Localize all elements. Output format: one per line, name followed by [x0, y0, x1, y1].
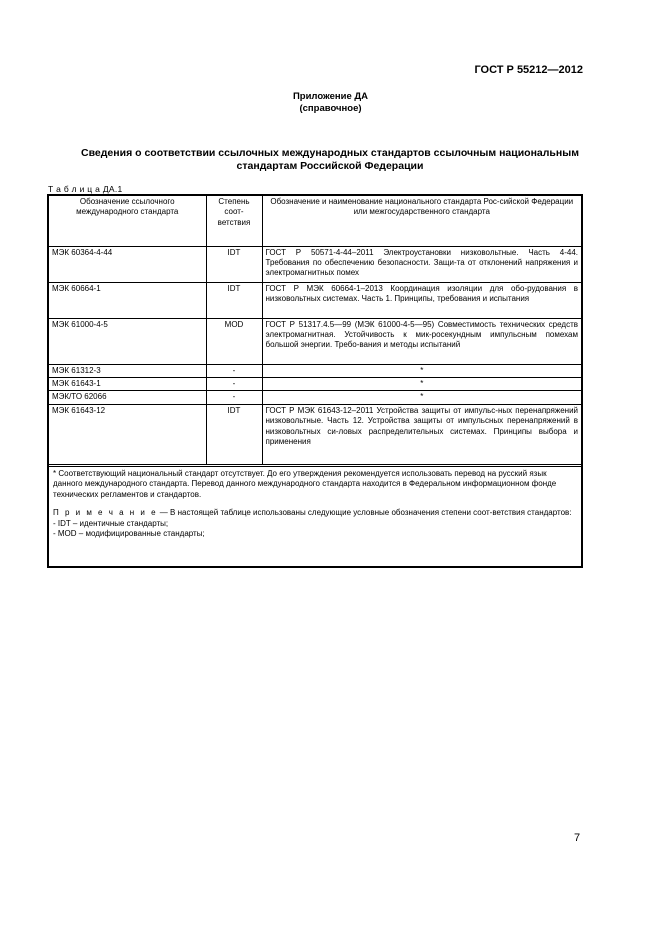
cell-degree: - [206, 364, 262, 377]
cell-national-standard: ГОСТ Р МЭК 61643-12–2011 Устройства защиты от импульс-ных перенапряжений низковольтные. Часть 12. Устройства защиты от импульсных перенапряжений в низковольтных си-ловых распределительных системах. Принципы выбора и применения [262, 404, 581, 464]
table-row [49, 377, 581, 390]
cell-degree: IDT [206, 404, 262, 464]
cell-intl-standard: МЭК 60364-4-44 [49, 246, 206, 282]
note-label: П р и м е ч а н и е [53, 508, 158, 518]
cell-degree: - [206, 377, 262, 390]
cell-intl-standard: МЭК 61312-3 [49, 364, 206, 377]
document-number: ГОСТ Р 55212—2012 [474, 64, 583, 76]
cell-intl-standard: МЭК/ТО 62066 [49, 391, 206, 404]
cell-intl-standard: МЭК 61643-1 [49, 377, 206, 390]
table-footnote [49, 466, 581, 541]
cell-degree: - [206, 391, 262, 404]
cell-national-standard: * [262, 391, 581, 404]
annex-title: Приложение ДА [292, 91, 369, 102]
annex-heading [0, 91, 661, 115]
table-row [49, 404, 581, 464]
cell-intl-standard: МЭК 61643-12 [49, 404, 206, 464]
footnote-note [53, 508, 577, 518]
table-row [49, 246, 581, 282]
table-header-row [49, 196, 581, 246]
standards-table [49, 196, 581, 465]
header-degree: Степень соот-ветствия [206, 196, 262, 246]
table-row [49, 391, 581, 404]
cell-degree: MOD [206, 318, 262, 364]
footnote-mod: - MOD – модифицированные стандарты; [53, 529, 205, 539]
table-caption: Т а б л и ц а ДА.1 [48, 184, 123, 194]
cell-national-standard: ГОСТ Р 50571-4-44–2011 Электроустановки низковольтные. Часть 4-44. Требования по обеспечению безопасности. Защи-та от отклонений напряжения и электромагнитных помех [262, 246, 581, 282]
page-number: 7 [574, 832, 581, 844]
document-title-line-2: стандартам Российской Федерации [236, 160, 424, 172]
cell-national-standard: ГОСТ Р МЭК 60664-1–2013 Координация изоляции для обо-рудования в низковольтных системах. Часть 1. Принципы, требования и испытания [262, 282, 581, 318]
footnote-idt: - IDT – идентичные стандарты; [53, 518, 169, 528]
cell-national-standard: ГОСТ Р 51317.4.5—99 (МЭК 61000-4-5—95) Совместимость технических средств электромагнитная. Устойчивость к мик-росекундным импульсным помехам большой энергии. Требо-вания и методы испытаний [262, 318, 581, 364]
header-national-standard: Обозначение и наименование национального стандарта Рос-сийской Федерации или межгосударственного стандарта [262, 196, 581, 246]
footnote-star: * Соответствующий национальный стандарт отсутствует. До его утверждения рекомендуется использовать перевод на русский язык данного международного стандарта. Перевод данного международного стандарта находится в Федеральном информационном фонде технических регламентов и стандартов. [53, 469, 557, 499]
document-title [40, 147, 620, 173]
table-frame [47, 194, 583, 568]
cell-degree: IDT [206, 282, 262, 318]
document-title-line-1: Сведения о соответствии ссылочных международных стандартов ссылочным национальным [81, 147, 579, 159]
cell-intl-standard: МЭК 61000-4-5 [49, 318, 206, 364]
table-row [49, 364, 581, 377]
cell-degree: IDT [206, 246, 262, 282]
annex-subtitle: (справочное) [299, 103, 362, 114]
header-intl-standard: Обозначение ссылочного международного стандарта [49, 196, 206, 246]
cell-intl-standard: МЭК 60664-1 [49, 282, 206, 318]
note-text: — В настоящей таблице использованы следующие условные обозначения степени соот-ветствия стандартов: [157, 508, 572, 518]
table-row [49, 282, 581, 318]
cell-national-standard: * [262, 364, 581, 377]
cell-national-standard: * [262, 377, 581, 390]
table-row [49, 318, 581, 364]
